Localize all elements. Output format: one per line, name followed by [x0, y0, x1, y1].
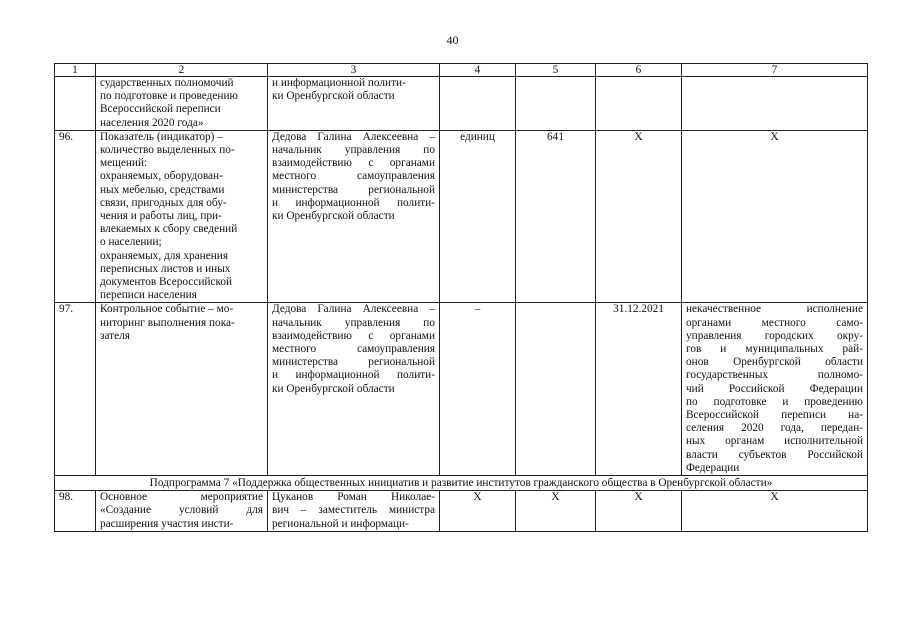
- text-line: вич – заместитель министра: [272, 504, 435, 517]
- text-line: региональной и информаци-: [272, 517, 409, 530]
- text-line: чий Российской Федерации: [686, 382, 863, 395]
- column-header: 5: [516, 64, 596, 77]
- text-line: влекаемых к сбору сведений: [100, 223, 238, 236]
- text-line: Федерации: [686, 461, 740, 474]
- text-line: мещений:: [100, 157, 148, 170]
- text-line: охраняемых, для хранения: [100, 249, 229, 262]
- cell-value: [516, 77, 596, 131]
- text-line: связи, пригодных для обу-: [100, 196, 227, 209]
- column-header: 7: [682, 64, 868, 77]
- text-line: местного самоуправления: [272, 170, 435, 183]
- cell-note: Х: [682, 491, 868, 532]
- text-line: взаимодействию с органами: [272, 157, 435, 170]
- text-line: гов и муниципальных рай-: [686, 343, 863, 356]
- page-number: 40: [446, 33, 459, 47]
- cell-date: Х: [596, 491, 682, 532]
- cell-number: [55, 77, 96, 131]
- text-line: Цуканов Роман Николае-: [272, 491, 435, 504]
- cell-number: 98.: [55, 491, 96, 532]
- cell-unit: единиц: [440, 130, 516, 303]
- text-line: и информационной полити-: [272, 369, 435, 382]
- column-header: 1: [55, 64, 96, 77]
- table-row-continuation: [55, 77, 868, 131]
- text-line: ки Оренбургской области: [272, 90, 395, 103]
- text-line: Дедова Галина Алексеевна –: [272, 303, 435, 316]
- text-line: «Создание условий для: [100, 504, 263, 517]
- cell-note: [682, 77, 868, 131]
- text-line: расширения участия инсти-: [100, 517, 234, 530]
- cell-value: [516, 303, 596, 476]
- text-line: начальник управления по: [272, 316, 435, 329]
- text-line: переписи населения: [100, 289, 197, 302]
- text-line: некачественное исполнение: [686, 303, 863, 316]
- text-line: по подготовке и проведению: [686, 395, 863, 408]
- text-line: и информационной полити-: [272, 77, 406, 89]
- text-line: документов Всероссийской: [100, 276, 233, 289]
- table-row-97: [55, 303, 868, 476]
- cell-value: 641: [516, 130, 596, 303]
- table-row-96: [55, 130, 868, 303]
- text-line: Контрольное событие – мо-: [100, 303, 234, 316]
- text-line: Всероссийской переписи: [100, 103, 221, 116]
- text-line: Дедова Галина Алексеевна –: [272, 130, 435, 143]
- cell-unit: [440, 77, 516, 131]
- text-line: местного самоуправления: [272, 343, 435, 356]
- cell-responsible: [268, 303, 440, 476]
- text-line: Показатель (индикатор) –: [100, 130, 223, 143]
- column-header: 2: [96, 64, 268, 77]
- subprogram-row: [55, 476, 868, 491]
- text-line: Всероссийской переписи на-: [686, 409, 863, 422]
- text-line: власти субъектов Российской: [686, 448, 863, 461]
- cell-note: Х: [682, 130, 868, 303]
- text-line: Основное мероприятие: [100, 491, 263, 504]
- text-line: министерства региональной: [272, 356, 435, 369]
- cell-date: Х: [596, 130, 682, 303]
- text-line: сударственных полномочий: [100, 77, 234, 89]
- text-line: ки Оренбургской области: [272, 382, 395, 395]
- cell-description: [96, 491, 268, 532]
- text-line: и информационной полити-: [272, 196, 435, 209]
- text-line: ных мебелью, средствами: [100, 183, 225, 196]
- cell-unit: –: [440, 303, 516, 476]
- cell-responsible: [268, 491, 440, 532]
- text-line: ниторинг выполнения пока-: [100, 316, 235, 329]
- cell-number: 96.: [55, 130, 96, 303]
- cell-responsible: [268, 130, 440, 303]
- text-line: количество выделенных по-: [100, 144, 235, 157]
- text-line: селения 2020 года, передан-: [686, 422, 863, 435]
- cell-date: 31.12.2021: [596, 303, 682, 476]
- text-line: органами местного само-: [686, 316, 863, 329]
- text-line: охраняемых, оборудован-: [100, 170, 223, 183]
- text-line: онов Оренбургской области: [686, 356, 863, 369]
- column-header: 6: [596, 64, 682, 77]
- text-line: министерства региональной: [272, 183, 435, 196]
- cell-description: [96, 77, 268, 131]
- cell-description: [96, 303, 268, 476]
- cell-unit: Х: [440, 491, 516, 532]
- cell-number: 97.: [55, 303, 96, 476]
- cell-value: Х: [516, 491, 596, 532]
- text-line: государственных полномо-: [686, 369, 863, 382]
- cell-description: [96, 130, 268, 303]
- text-line: ных органам исполнительной: [686, 435, 863, 448]
- cell-note: [682, 303, 868, 476]
- cell-date: [596, 77, 682, 131]
- text-line: о населении;: [100, 236, 162, 249]
- table-row-98: [55, 491, 868, 532]
- column-header: 3: [268, 64, 440, 77]
- text-line: начальник управления по: [272, 144, 435, 157]
- text-line: по подготовке и проведению: [100, 90, 238, 103]
- text-line: ки Оренбургской области: [272, 210, 395, 223]
- text-line: зателя: [100, 329, 130, 342]
- column-header: 4: [440, 64, 516, 77]
- subprogram-title: Подпрограмма 7 «Поддержка общественных инициатив и развитие институтов гражданского общества в Оренбургской области»: [55, 476, 868, 491]
- program-table: [54, 63, 868, 532]
- text-line: переписных листов и иных: [100, 262, 231, 275]
- table-header-row: [55, 64, 868, 77]
- cell-responsible: [268, 77, 440, 131]
- text-line: населения 2020 года»: [100, 116, 204, 129]
- text-line: взаимодействию с органами: [272, 329, 435, 342]
- text-line: управления городских окру-: [686, 329, 863, 342]
- text-line: чения и работы лиц, при-: [100, 210, 222, 223]
